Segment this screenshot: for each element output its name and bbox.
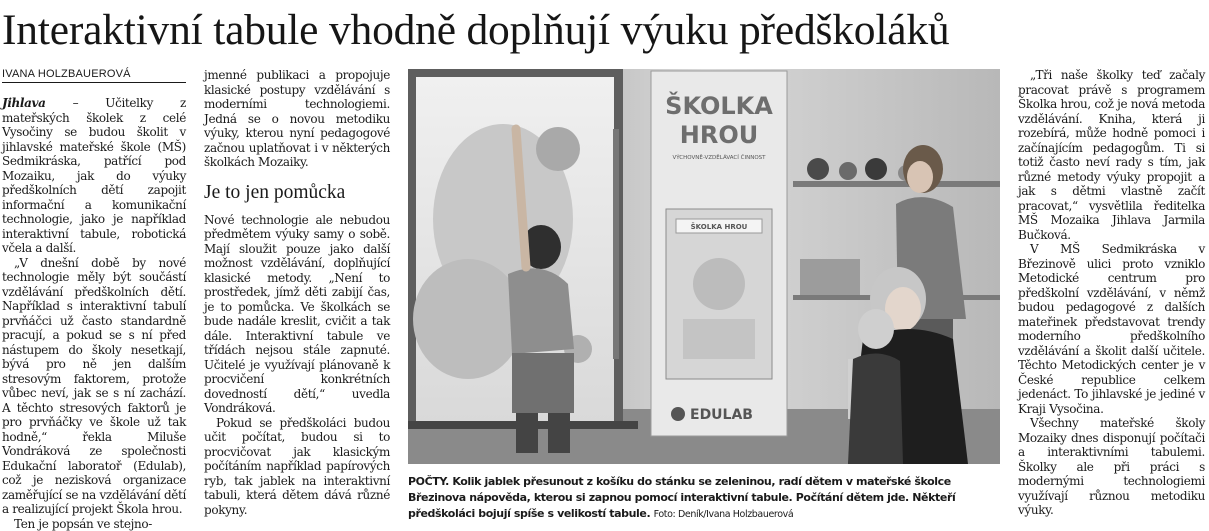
paragraph: „Tři naše školky teď začaly pracovat právě s programem Školka hrou, což je nová metoda vzdělávání. Kniha, která ji rozebírá, může hodně pomoci i začínajícím pedagogům. Ti si totiž často neví rady s tím, jak různé metody výuky propojit a jak s dětmi vlastně začít pracovat,“ vysvětlila ředitelka MŠ Mozaika Jihlava Jarmila Bučková. — [1018, 68, 1205, 242]
article-column-4 — [1018, 68, 1205, 518]
skolka-hrou-banner — [651, 71, 787, 436]
paragraph: V MŠ Sedmikráska v Březinově ulici proto vzniklo Metodické centrum pro předškolní vzdělávání, v němž budou pedagogové z dalších mateřinek představovat trendy moderního předškolního vzdělávání a školit další učitele. Těchto Metodických center je v České republice celkem jedenáct. To jihlavské je jediné v Kraji Vysočina. — [1018, 242, 1205, 416]
paragraph: Nové technologie ale nebudou předmětem výuky samy o sobě. Mají sloužit pouze jako další možnost vzdělávání, doplňující klasické metody. „Není to prostředek, jímž děti zabijí čas, je to pomůcka. Ve školkách se bude nadále kreslit, cvičit a tak dále. Interaktivní tabule ve třídách nejsou stále zapnuté. Učitelé je využívají plánovaně k procvičení konkrétních dovedností dětí,“ uvedla Vondráková. — [204, 213, 390, 416]
paragraph: Všechny mateřské školy Mozaiky dnes disponují počítači a interaktivními tabulemi. Školky ale při práci s modernými technologiemi využívají různou metodiku výuky. — [1018, 416, 1205, 518]
paragraph — [2, 96, 186, 256]
photo-caption — [408, 474, 1000, 523]
article-photo — [408, 69, 1000, 464]
subheading: Je to jen pomůcka — [204, 182, 390, 204]
caption-text: POČTY. Kolik jablek přesunout z košíku do stánku se zeleninou, radí dětem v mateřské školce Březinova nápověda, kterou si zapnou pomocí interaktivní tabule. Počítání dětem jde. Někteří předškoláci bojují spíše s velikostí tabule. — [408, 475, 955, 520]
paragraph: jmenné publikaci a propojuje klasické postupy vzdělávání s moderními technologiemi. Jedná se o novou metodiku výuky, kterou nyní pedagogové začnou uplatňovat i v některých školkách Mozaiky. — [204, 68, 390, 170]
author-byline: IVANA HOLZBAUEROVÁ — [2, 66, 186, 83]
banner-title-2: HROU — [680, 121, 758, 149]
paragraph: Ten je popsán ve stejno- — [2, 517, 186, 531]
paragraph: „V dnešní době by nové technologie měly být součástí vzdělávání předškolních dětí. Například s interaktivní tabulí prvňáčci už často standardně pracují, a pokud se s ní před nástupem do školy nesetkají, bývá pro ně jen dalším stresovým faktorem, protože vůbec neví, jak se s ní zachází. A těchto stresových faktorů je pro prvňáčky ve škole už tak hodně,“ řekla Miluše Vondráková ze společnosti Edukační laboratoř (Edulab), což je nezisková organizace zaměřující se na vzdělávání dětí a realizující projekt Škola hrou. — [2, 256, 186, 517]
dateline: Jihlava — [2, 96, 46, 110]
paragraph-text: – Učitelky z mateřských školek z celé Vysočiny se budou školit v jihlavské mateřské škole (MŠ) Sedmikráska, patřící pod Mozaiku, jak do výuky předškolních dětí zapojit informační a komunikační technologie, jako je například interaktivní tabule, robotická včela a další. — [2, 96, 186, 255]
banner-subtitle: VÝCHOVNĚ-VZDĚLÁVACÍ ČINNOST — [672, 153, 766, 161]
headline: Interaktivní tabule vhodně doplňují výuku předškoláků — [2, 4, 1207, 56]
article-column-1 — [2, 96, 186, 531]
photo-credit: Foto: Deník/Ivana Holzbauerová — [654, 509, 794, 520]
article-column-2 — [204, 68, 390, 517]
paragraph: Pokud se předškoláci budou učit počítat, budou si to procvičovat jak klasickým počítáním například papírových ryb, tak jablek na interaktivní tabuli, která dětem dává různé pokyny. — [204, 416, 390, 518]
banner-logo: EDULAB — [690, 407, 753, 423]
banner-book-title: ŠKOLKA HROU — [691, 222, 748, 231]
banner-title-1: ŠKOLKA — [665, 90, 773, 120]
